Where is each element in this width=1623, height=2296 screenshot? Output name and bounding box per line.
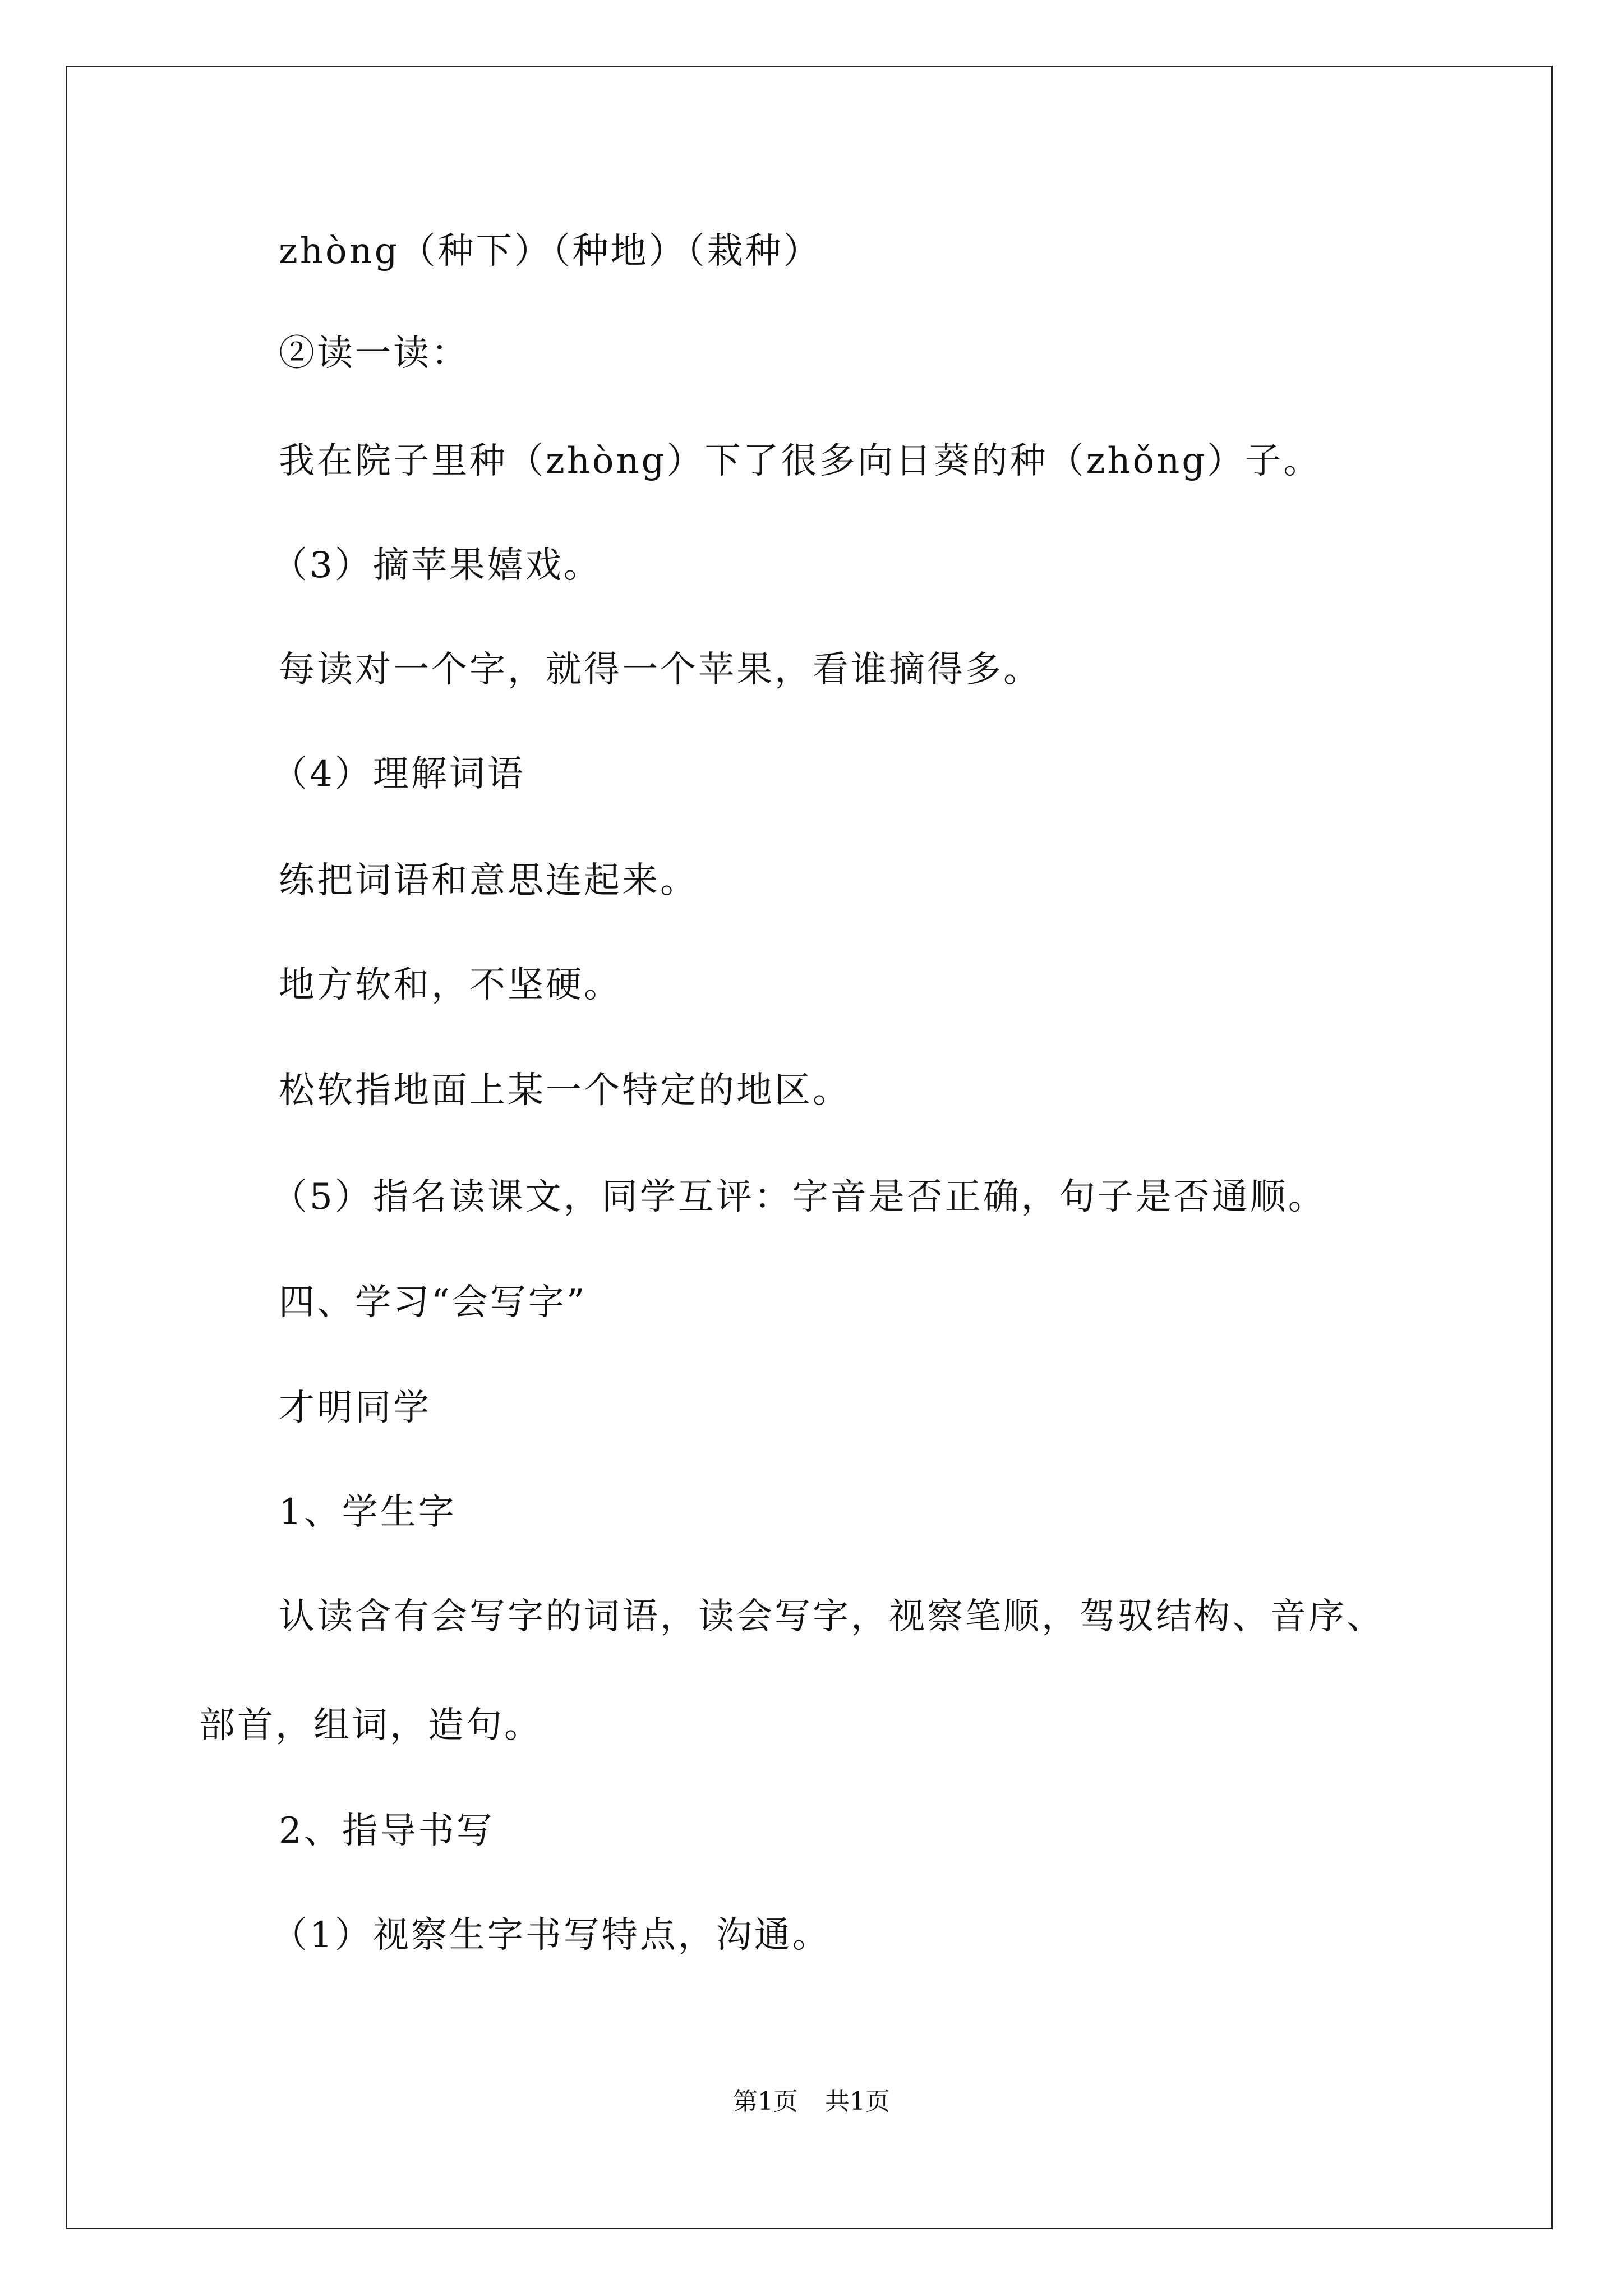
text-line-meaning-2: 松软指地面上某一个特定的地区。 <box>279 1070 851 1111</box>
text-line-reading-instructions-cont: 部首，组词，造句。 <box>199 1705 542 1746</box>
text-line-characters: 才明同学 <box>279 1387 431 1429</box>
text-line-meaning-1: 地方软和，不坚硬。 <box>279 964 622 1006</box>
page-border <box>66 66 1553 2229</box>
page-total: 共1页 <box>825 2087 890 2116</box>
text-line-pinyin-zhong: zhòng（种下）（种地）（栽种） <box>279 231 822 272</box>
text-line-step-3: （3）摘苹果嬉戏。 <box>271 545 602 586</box>
section-heading-4: 四、学习“会写字” <box>279 1282 587 1323</box>
text-line-game-rule: 每读对一个字，就得一个苹果，看谁摘得多。 <box>279 649 1041 691</box>
page-footer <box>0 2086 1623 2118</box>
text-line-reading-instructions: 认读含有会写字的词语，读会写字，视察笔顺，驾驭结构、音序、 <box>279 1596 1385 1637</box>
text-line-read-heading: ②读一读： <box>279 333 469 374</box>
text-line-step-4: （4）理解词语 <box>271 753 525 795</box>
page-number: 第1页 <box>733 2087 798 2116</box>
text-line-example-sentence: 我在院子里种（zhòng）下了很多向日葵的种（zhǒng）子。 <box>279 440 1322 482</box>
text-line-match-words: 练把词语和意思连起来。 <box>279 860 698 901</box>
subheading-learn-characters: 1、学生字 <box>279 1492 457 1533</box>
subheading-writing-guidance: 2、指导书写 <box>279 1810 495 1852</box>
text-line-step-5: （5）指名读课文，同学互评：字音是否正确，句子是否通顺。 <box>271 1176 1326 1218</box>
text-line-step-1: （1）视察生字书写特点，沟通。 <box>271 1915 831 1956</box>
